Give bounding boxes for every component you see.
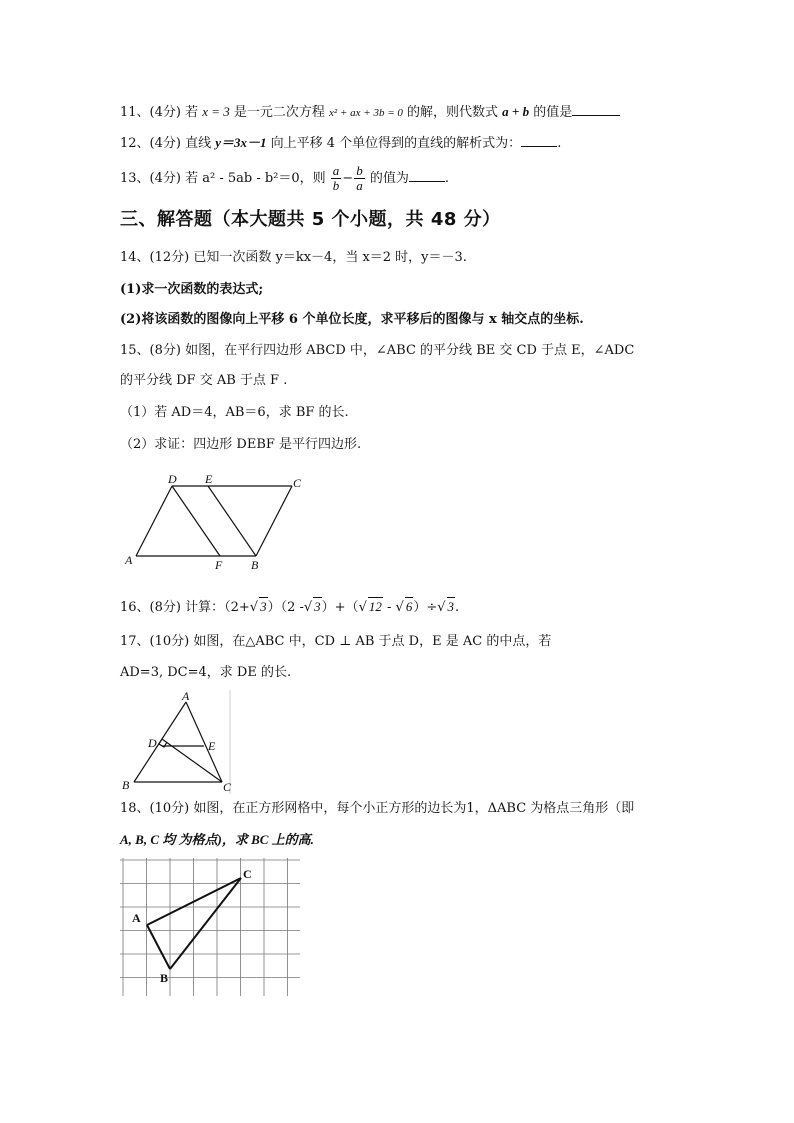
question-18-line1: 18、(10分) 如图，在正方形网格中，每个小正方形的边长为1，ΔABC 为格点三角形（即 [120, 801, 635, 816]
q18-grid-figure [120, 858, 304, 998]
q16-part-b: ）（2 - [267, 600, 304, 615]
q12-suffix: 向上平移 4 个单位得到的直线的解析式为： [266, 136, 522, 151]
edge-ac [147, 878, 241, 925]
section-3-heading: 三、解答题（本大题共 5 个小题，共 48 分） [120, 209, 501, 230]
q16-part-c: ）+（ [321, 600, 359, 615]
question-14-stem: 14、(12分) 已知一次函数 y＝kx－4，当 x＝2 时，y＝－3. [120, 250, 467, 265]
label-C: C [243, 867, 252, 881]
label-E: E [205, 472, 213, 486]
q17-triangle-figure [118, 690, 238, 794]
label-D: D [148, 736, 157, 750]
q16-radicand-6: 6 [405, 599, 413, 614]
q11-mid1: 是一元二次方程 [229, 105, 330, 120]
question-17-line1: 17、(10分) 如图，在△ABC 中，CD ⊥ AB 于点 D，E 是 AC 的中点，若 [120, 634, 552, 649]
question-17-line2: AD=3, DC=4，求 DE 的长. [120, 665, 292, 680]
q13-prefix: 13、(4分) 若 a² - 5ab - b²＝0，则 [120, 171, 330, 186]
q13-fraction-b-over-a [354, 164, 365, 193]
sqrt-icon: √ [395, 600, 404, 615]
question-15-part2: （2）求证：四边形 DEBF 是平行四边形. [120, 437, 362, 452]
sqrt-icon: √ [303, 600, 313, 615]
segment-df [172, 486, 220, 556]
question-16 [120, 597, 459, 617]
q13-answer-blank[interactable] [409, 169, 445, 182]
q13-frac2-den: a [356, 178, 363, 193]
q13-frac1-den: b [332, 178, 340, 193]
q16-part-d: ）÷ [413, 600, 438, 615]
edge-ab [147, 925, 170, 969]
edge-cb [256, 486, 292, 556]
question-12 [120, 134, 561, 153]
label-A: A [182, 690, 190, 703]
segment-eb [208, 486, 256, 556]
q16-radicand-3c: 3 [447, 599, 455, 614]
question-14-part2: (2)将该函数的图像向上平移 6 个单位长度，求平移后的图像与 x 轴交点的坐标. [120, 312, 584, 327]
label-A: A [132, 911, 141, 925]
q11-suffix: 的值是 [529, 105, 573, 120]
q12-end: . [557, 136, 562, 151]
q13-suffix: 的值为 [365, 171, 409, 186]
question-18-line2: A, B, C 均 为格点)，求 BC 上的高. [120, 832, 314, 847]
label-B: B [122, 778, 130, 792]
edge-bc [170, 878, 241, 969]
edge-ac [186, 702, 222, 782]
q13-minus: − [342, 171, 354, 186]
q16-end: . [455, 600, 460, 615]
label-F: F [215, 558, 223, 572]
q12-prefix: 12、(4分) 直线 [120, 136, 216, 151]
q16-minus: - [382, 600, 396, 615]
q11-prefix: 11、(4分) 若 [120, 105, 203, 120]
question-13 [120, 162, 449, 196]
q16-prefix: 16、(8分) 计算： [120, 600, 225, 615]
q12-answer-blank[interactable] [521, 134, 557, 147]
question-14-part1: (1)求一次函数的表达式; [120, 282, 264, 297]
sqrt-icon: √ [249, 600, 259, 615]
label-C: C [293, 476, 302, 490]
q13-frac1-num: a [332, 163, 340, 178]
sqrt-icon: √ [358, 600, 367, 615]
label-E: E [208, 739, 216, 753]
label-D: D [168, 472, 177, 486]
q13-fraction-a-over-b [331, 164, 342, 193]
label-C: C [223, 780, 232, 794]
q16-radicand-3a: 3 [260, 599, 267, 614]
edge-ad [136, 486, 172, 556]
label-B: B [251, 558, 259, 572]
question-15-line1: 15、(8分) 如图，在平行四边形 ABCD 中，∠ABC 的平分线 BE 交 CD 于点 E，∠ADC [120, 343, 635, 358]
q12-line-equation: y＝3x－1 [215, 135, 267, 150]
q11-equation: x² + ax + 3b = 0 [329, 107, 403, 119]
label-A: A [125, 553, 133, 567]
q16-radicand-12: 12 [368, 599, 382, 614]
q15-parallelogram-figure [120, 472, 320, 572]
q16-radicand-3b: 3 [314, 599, 321, 614]
q16-part-a: （2+ [224, 600, 250, 615]
question-11 [120, 103, 620, 122]
sqrt-icon: √ [437, 600, 446, 615]
q13-frac2-num: b [356, 163, 363, 178]
q13-end: . [444, 171, 449, 186]
q11-mid2: 的解，则代数式 [402, 105, 503, 120]
q11-expression: a + b [502, 104, 530, 119]
q11-x-value: x = 3 [202, 104, 230, 119]
q11-answer-blank[interactable] [572, 103, 620, 116]
question-15-part1: （1）若 AD＝4，AB＝6，求 BF 的长. [120, 405, 349, 420]
question-15-line2: 的平分线 DF 交 AB 于点 F . [120, 373, 288, 388]
label-B: B [160, 971, 169, 985]
